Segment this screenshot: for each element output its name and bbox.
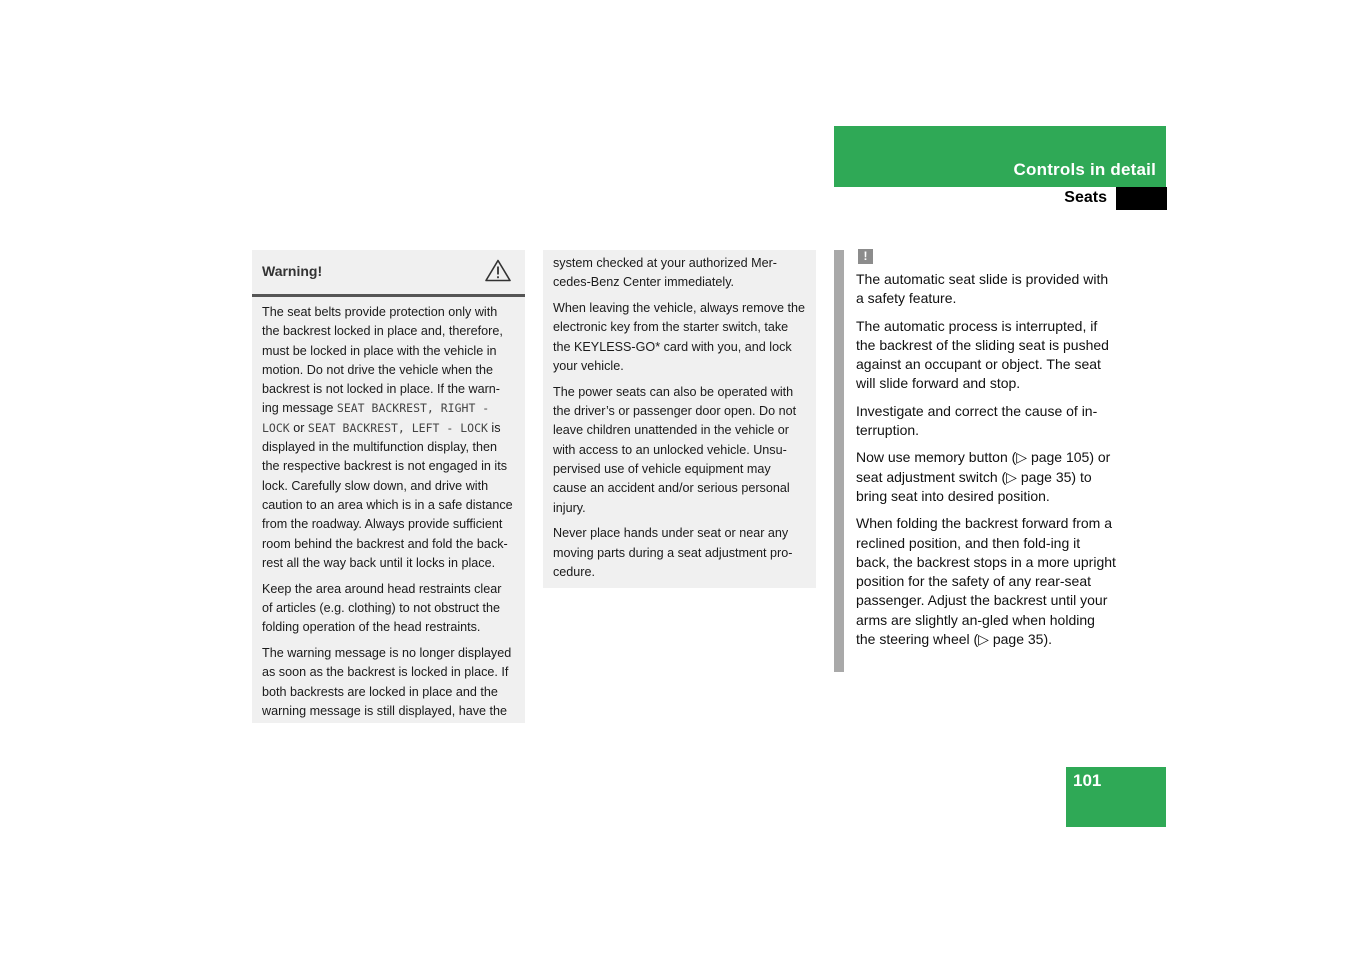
warning-triangle-icon (485, 259, 511, 282)
section-header-band (834, 126, 1166, 187)
warning-title: Warning! (262, 263, 323, 279)
page-number-box (1066, 767, 1166, 827)
warning-box-continued (543, 250, 816, 588)
note-body (856, 270, 1116, 657)
subsection-title: Seats (1064, 189, 1107, 206)
warning-paragraph-4: system checked at your authorized Mer-cedes-Benz Center immediately. (553, 256, 777, 290)
warning-paragraph-6: The power seats can also be operated with the driver’s or passenger door open. Do not leave children unattended in the vehicle or with access to an unlocked vehicle. Unsu-pervised use of vehicle equipment may cause an accident and/or serious personal injury. (553, 384, 797, 515)
display-message-left: SEAT BACKREST, LEFT - LOCK (307, 420, 488, 435)
note-paragraph-1: The automatic seat slide is provided with a safety feature. (856, 271, 1109, 307)
warning-text: or (289, 420, 308, 435)
warning-header (252, 250, 525, 297)
warning-text: The seat belts provide protection only with the backrest locked in place and, therefore, must be locked in place with the vehicle in motion. Do not drive the vehicle when the backrest is not locked in place. If the warn-ing message (262, 305, 503, 416)
section-title: Controls in detail (1013, 160, 1156, 179)
warning-body-continued (543, 250, 816, 582)
exclamation-note-icon: ! (858, 249, 873, 264)
warning-paragraph-3: The warning message is no longer displayed as soon as the backrest is locked in place. If both backrests are locked in place and the warning message is still displayed, have the (262, 646, 512, 718)
warning-text: is displayed in the multifunction display, then the respective backrest is not engaged in its lock. Carefully slow down, and drive with caution to an area which is in a safe distance from the roadway. Always provide sufficient room behind the backrest and fold the back-rest all the way back until it locks in place. (262, 420, 513, 570)
warning-paragraph-2: Keep the area around head restraints clear of articles (e.g. clothing) to not obstruct the folding operation of the head restraints. (262, 581, 502, 635)
note-paragraph-3: Investigate and correct the cause of in-terruption. (856, 402, 1098, 439)
section-tab-marker (1116, 187, 1167, 210)
note-paragraph-5: When folding the backrest forward from a reclined position, and then fold-ing it back, the backrest stops in a more upright position for the safety of any rear-seat passenger. Adjust the backrest until your arms are slightly an-gled when holding the steering wheel (▷ page 35). (856, 515, 1116, 648)
warning-body (252, 297, 525, 721)
warning-paragraph-1 (262, 303, 515, 573)
page-number: 101 (1073, 771, 1102, 790)
note-side-bar (834, 250, 844, 672)
warning-paragraph-5: When leaving the vehicle, always remove the electronic key from the starter switch, take the KEYLESS-GO* card with you, and lock your vehicle. (553, 301, 806, 373)
display-message-right: SEAT BACKREST, RIGHT - LOCK (262, 401, 490, 435)
warning-box (252, 250, 525, 723)
note-paragraph-2: The automatic process is interrupted, if the backrest of the sliding seat is pushed against an occupant or object. The seat will slide forward and stop. (856, 317, 1109, 392)
warning-paragraph-7: Never place hands under seat or near any moving parts during a seat adjustment pro-cedure. (553, 526, 793, 579)
note-paragraph-4: Now use memory button (▷ page 105) or seat adjustment switch (▷ page 35) to bring seat into desired position. (856, 449, 1111, 504)
